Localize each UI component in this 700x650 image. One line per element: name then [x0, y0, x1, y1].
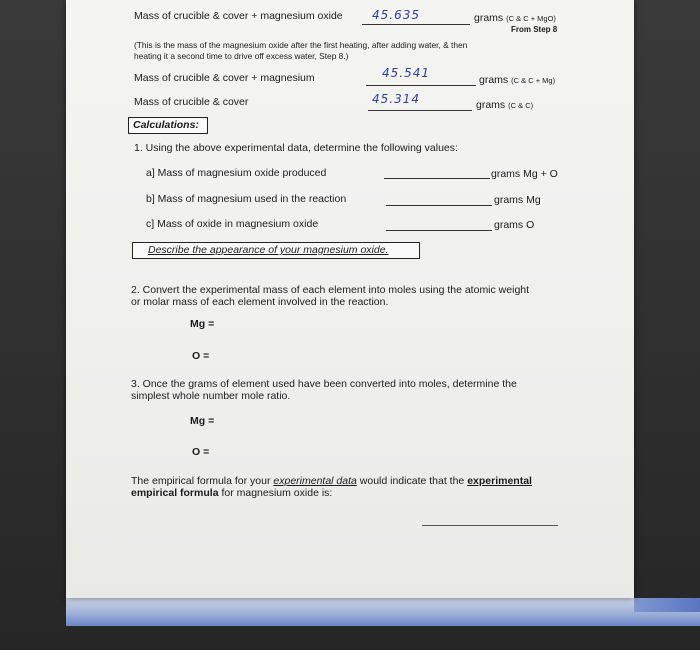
row3-handwritten-value: 45.314: [372, 92, 420, 106]
empirical-formula-answer-line[interactable]: [422, 525, 558, 526]
question-3-line-1: 3. Once the grams of element used have been converted into moles, determine the: [131, 378, 517, 390]
question-1a: a] Mass of magnesium oxide produced: [146, 167, 327, 179]
q1b-answer-line[interactable]: [386, 205, 492, 206]
question-3-line-2: simplest whole number mole ratio.: [131, 390, 291, 402]
calculations-heading-box: [128, 117, 208, 134]
note-line-1: (This is the mass of the magnesium oxide after the first heating, after adding water, & then: [134, 40, 468, 50]
question-1: 1. Using the above experimental data, determine the following values:: [134, 142, 458, 154]
q1a-answer-line[interactable]: [384, 178, 490, 179]
question-2-mg: Mg =: [190, 318, 215, 330]
calculations-heading: Calculations:: [133, 119, 199, 131]
q1c-answer-line[interactable]: [386, 230, 492, 231]
row3-answer-line: [368, 110, 472, 111]
blue-sheet-below: [66, 598, 700, 626]
question-3-mg: Mg =: [190, 415, 215, 427]
describe-box: [132, 242, 420, 259]
row1-from-step: From Step 8: [511, 25, 558, 34]
row3-unit: grams (C & C): [476, 99, 534, 111]
question-2-line-2: or molar mass of each element involved in the reaction.: [131, 296, 389, 308]
note-line-2: heating it a second time to drive off excess water, Step 8.): [134, 51, 349, 61]
q1c-unit: grams O: [494, 219, 535, 231]
row1-answer-line: [362, 24, 470, 25]
question-3-o: O =: [192, 446, 210, 458]
row2-handwritten-value: 45.541: [382, 66, 430, 80]
describe-prompt: Describe the appearance of your magnesium oxide.: [148, 244, 389, 256]
row1-handwritten-value: 45.635: [372, 8, 420, 22]
question-2-line-1: 2. Convert the experimental mass of each element into moles using the atomic weight: [131, 284, 530, 296]
question-1b: b] Mass of magnesium used in the reaction: [146, 193, 347, 205]
question-2-o: O =: [192, 350, 210, 362]
q1a-unit: grams Mg + O: [491, 168, 558, 180]
question-1c: c] Mass of oxide in magnesium oxide: [146, 218, 319, 230]
final-statement-line-1: The empirical formula for your experimental data would indicate that the experimental: [131, 475, 532, 487]
worksheet-page: [66, 0, 634, 598]
row2-unit: grams (C & C + Mg): [479, 74, 556, 86]
blue-sheet-edge: [634, 598, 700, 612]
row1-label: Mass of crucible & cover + magnesium oxide: [134, 10, 343, 22]
final-statement-line-2: empirical formula for magnesium oxide is:: [131, 487, 333, 499]
row2-label: Mass of crucible & cover + magnesium: [134, 72, 315, 84]
q1b-unit: grams Mg: [494, 194, 541, 206]
row3-label: Mass of crucible & cover: [134, 96, 249, 108]
row1-unit: grams (C & C + MgO): [474, 12, 556, 24]
row2-answer-line: [366, 85, 476, 86]
